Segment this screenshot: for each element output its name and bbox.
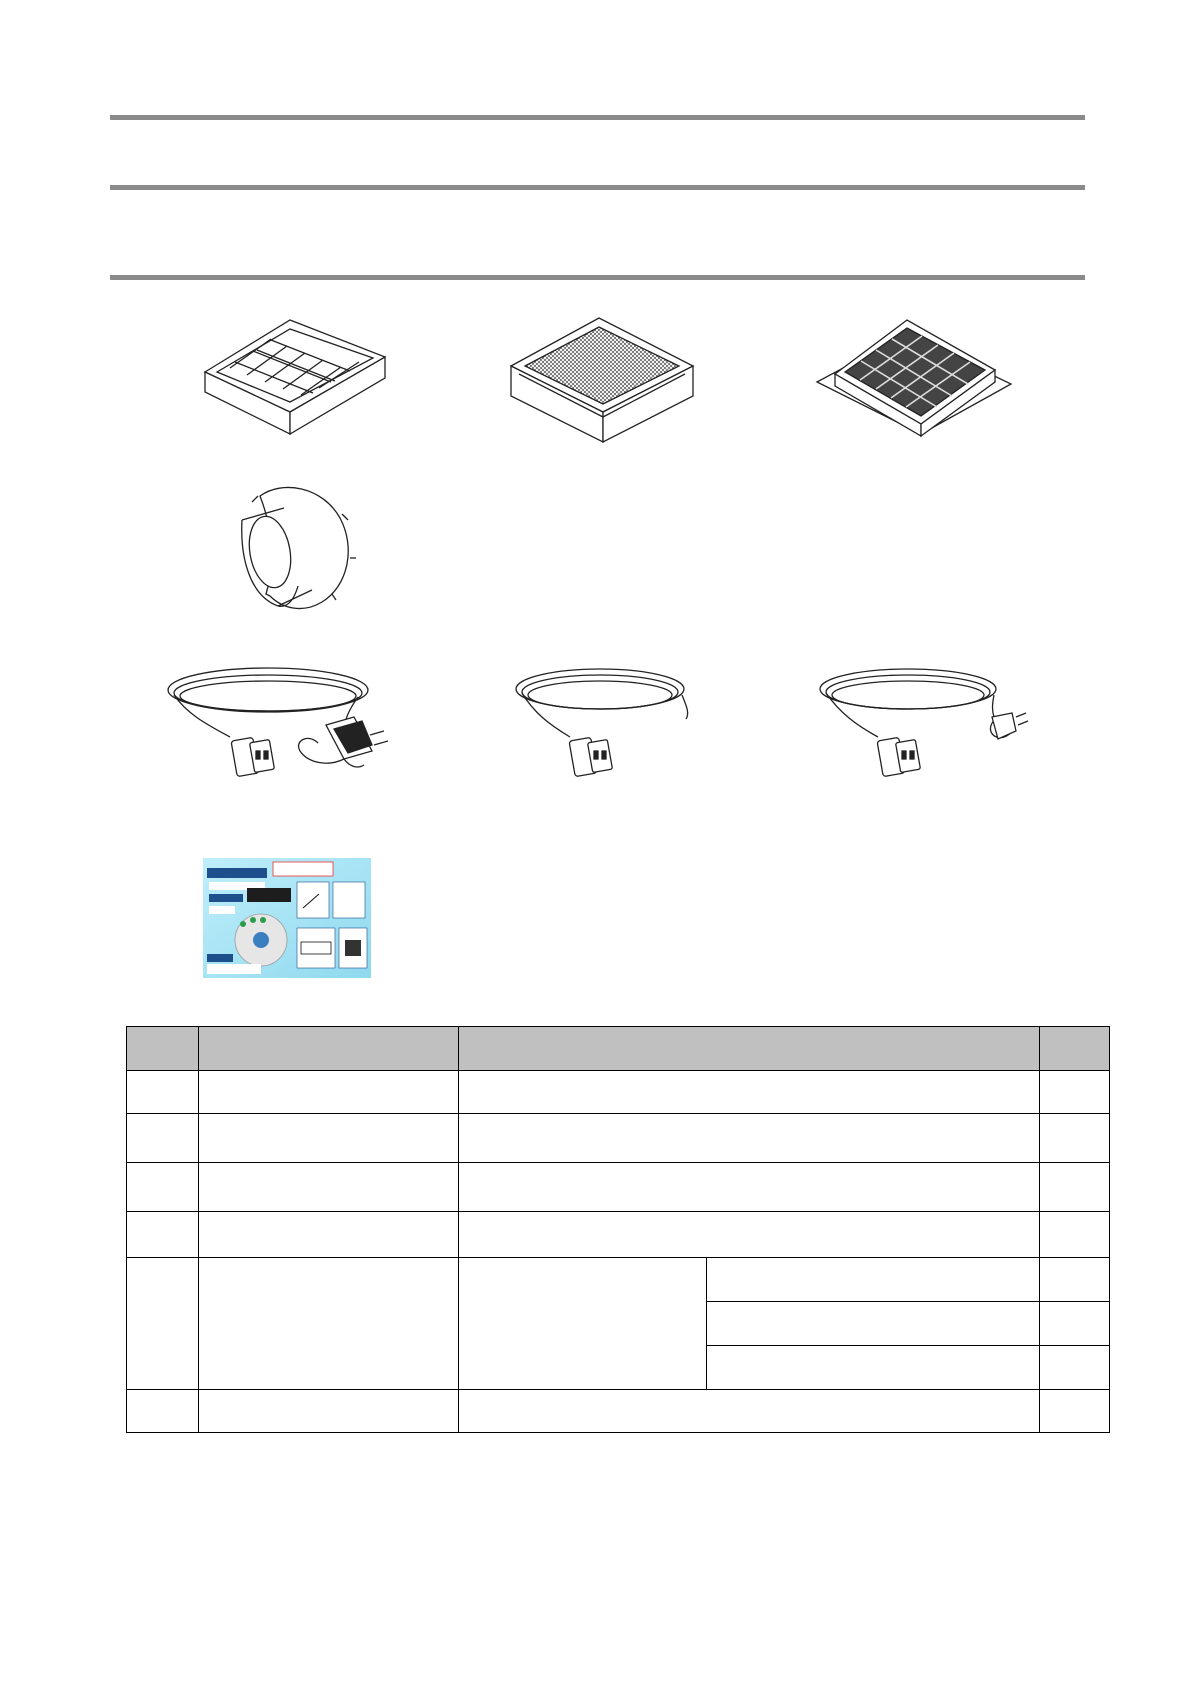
cell-description [459,1390,1040,1433]
cell-quantity [1040,1346,1110,1390]
middle-rule [110,185,1085,190]
cell-no [127,1114,199,1163]
parts-table [126,1026,1110,1433]
power-cord-bare-end-illustration [510,655,710,785]
cell-description [459,1163,1040,1212]
power-cord-plug-c-illustration [812,655,1032,785]
table-row [127,1212,1110,1258]
control-panel-sheet-illustration [203,858,371,978]
deodorizing-filter-illustration [815,312,1015,447]
cell-no [127,1390,199,1433]
cell-no [127,1258,199,1390]
header-name [199,1027,459,1071]
cell-sub-description [707,1302,1040,1346]
table-row [127,1390,1110,1433]
cell-name [199,1163,459,1212]
cell-quantity [1040,1163,1110,1212]
table-header-row [127,1027,1110,1071]
cell-name [199,1212,459,1258]
pre-filter-illustration [195,312,395,442]
table-row [127,1258,1110,1302]
cell-description [459,1114,1040,1163]
hepa-filter-illustration [505,312,705,447]
table-row [127,1114,1110,1163]
header-no [127,1027,199,1071]
cell-description [459,1071,1040,1114]
bottom-rule [110,275,1085,280]
cell-name [199,1258,459,1390]
top-rule [110,115,1085,120]
cell-quantity [1040,1114,1110,1163]
cell-sub-description [707,1258,1040,1302]
cell-quantity [1040,1071,1110,1114]
table-row [127,1071,1110,1114]
duct-adapter-illustration [222,478,362,618]
header-quantity [1040,1027,1110,1071]
cell-quantity [1040,1258,1110,1302]
cell-name [199,1390,459,1433]
cell-description [459,1258,707,1390]
cell-quantity [1040,1302,1110,1346]
cell-no [127,1071,199,1114]
power-cord-plug-a-illustration [158,655,418,785]
cell-quantity [1040,1212,1110,1258]
header-description [459,1027,1040,1071]
cell-sub-description [707,1346,1040,1390]
table-row [127,1163,1110,1212]
cell-name [199,1071,459,1114]
cell-quantity [1040,1390,1110,1433]
cell-description [459,1212,1040,1258]
cell-name [199,1114,459,1163]
cell-no [127,1163,199,1212]
cell-no [127,1212,199,1258]
